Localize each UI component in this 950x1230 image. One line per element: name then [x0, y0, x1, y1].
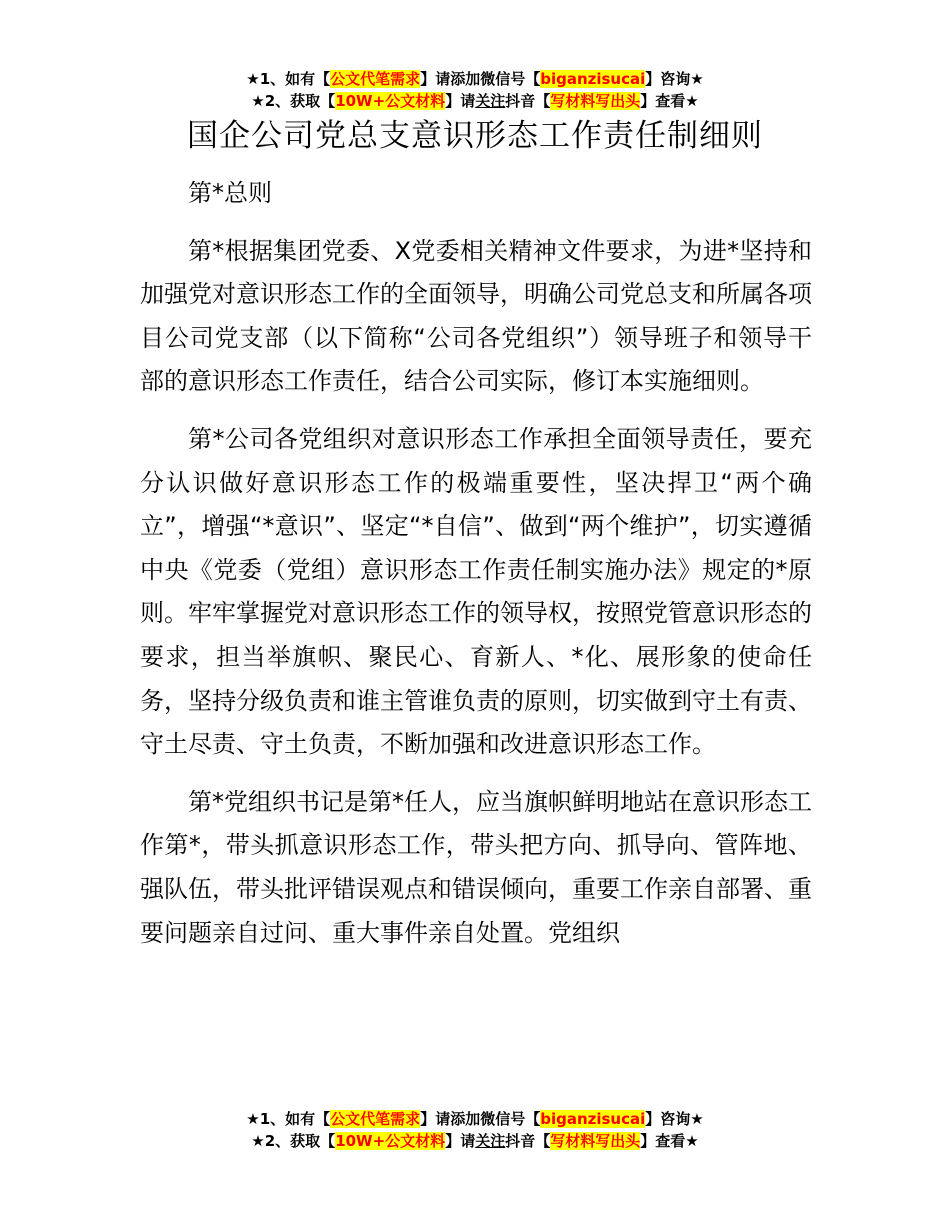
promo-follow-text: 关注 [475, 1132, 506, 1150]
promo-line-2: ★2、获取【10W+公文材料】请关注抖音【写材料写出头】查看★ [251, 92, 699, 110]
promo-follow-text: 关注 [475, 92, 506, 110]
promo-highlight-service: 公文代笔需求 [330, 1110, 421, 1128]
promo-highlight-wechat-id: biganzisucai [540, 70, 646, 88]
header-promo-banner [0, 68, 950, 112]
promo-highlight-materials: 10W+公文材料 [335, 1132, 446, 1150]
promo-highlight-account: 写材料写出头 [550, 92, 641, 110]
footer-promo-banner [0, 1108, 950, 1152]
promo-highlight-service: 公文代笔需求 [330, 70, 421, 88]
promo-line-2: ★2、获取【10W+公文材料】请关注抖音【写材料写出头】查看★ [251, 1132, 699, 1150]
promo-line-1: ★1、如有【公文代笔需求】请添加微信号【biganzisucai】咨询★ [246, 70, 704, 88]
section-heading: 第*总则 [188, 179, 272, 207]
paragraph-3: 第*党组织书记是第*任人，应当旗帜鲜明地站在意识形态工作第*，带头抓意识形态工作，带头把方向、抓导向、管阵地、强队伍，带头批评错误观点和错误倾向，重要工作亲自部署、重要问题亲自过问、重大事件亲自处置。党组织 [140, 787, 812, 947]
promo-highlight-account: 写材料写出头 [550, 1132, 641, 1150]
promo-highlight-materials: 10W+公文材料 [335, 92, 446, 110]
paragraph-2: 第*公司各党组织对意识形态工作承担全面领导责任，要充分认识做好意识形态工作的极端重要性，坚决捍卫“两个确立”，增强“*意识”、坚定“*自信”、做到“两个维护”，切实遵循中央《党委（党组）意识形态工作责任制实施办法》规定的*原则。牢牢掌握党对意识形态工作的领导权，按照党管意识形态的要求，担当举旗帜、聚民心、育新人、*化、展形象的使命任务，坚持分级负责和谁主管谁负责的原则，切实做到守土有责、守土尽责、守土负责，不断加强和改进意识形态工作。 [140, 424, 812, 759]
document-body [140, 172, 812, 955]
paragraph-1: 第*根据集团党委、X党委相关精神文件要求，为进*坚持和加强党对意识形态工作的全面领导，明确公司党总支和所属各项目公司党支部（以下简称“公司各党组织”）领导班子和领导干部的意识形态工作责任，结合公司实际，修订本实施细则。 [140, 236, 812, 396]
promo-line-1: ★1、如有【公文代笔需求】请添加微信号【biganzisucai】咨询★ [246, 1110, 704, 1128]
document-title: 国企公司党总支意识形态工作责任制细则 [187, 118, 763, 154]
promo-highlight-wechat-id: biganzisucai [540, 1110, 646, 1128]
